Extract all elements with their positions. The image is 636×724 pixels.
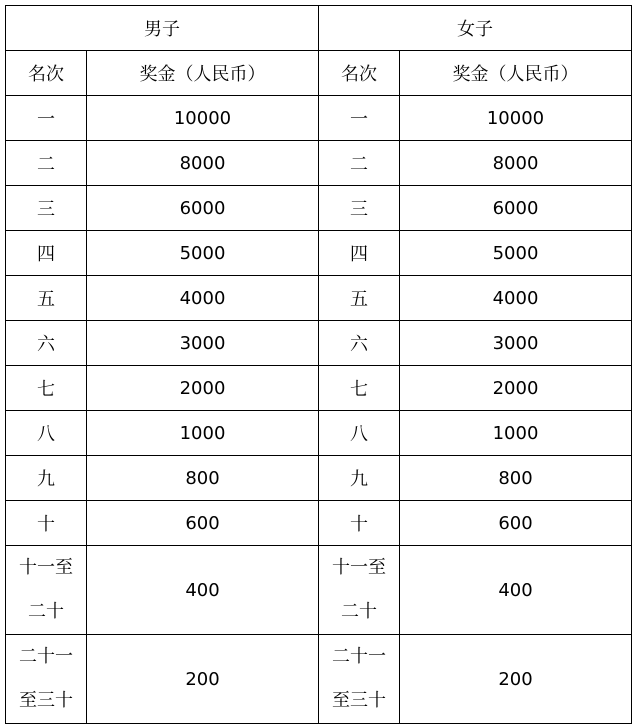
men-rank-range-cell	[6, 546, 87, 635]
women-rank-cell: 七	[319, 366, 400, 411]
men-rank-cell: 二	[6, 141, 87, 186]
men-prize-cell: 8000	[87, 141, 319, 186]
men-group-header: 男子	[6, 6, 319, 51]
men-rank-range-cell	[6, 635, 87, 724]
women-rank-cell: 九	[319, 456, 400, 501]
table-row	[6, 456, 632, 501]
women-prize-cell: 2000	[400, 366, 632, 411]
men-rank-cell: 三	[6, 186, 87, 231]
women-rank-cell: 二	[319, 141, 400, 186]
women-prize-cell: 800	[400, 456, 632, 501]
men-rank-header: 名次	[6, 51, 87, 96]
women-rank-range-cell	[319, 635, 400, 724]
men-prize-header: 奖金（人民币）	[87, 51, 319, 96]
women-prize-cell: 200	[400, 635, 632, 724]
column-header-row	[6, 51, 632, 96]
rank-range-line: 二十	[341, 601, 377, 622]
men-rank-cell: 十	[6, 501, 87, 546]
women-rank-cell: 八	[319, 411, 400, 456]
men-prize-cell: 5000	[87, 231, 319, 276]
women-prize-cell: 600	[400, 501, 632, 546]
women-prize-cell: 3000	[400, 321, 632, 366]
women-rank-cell: 六	[319, 321, 400, 366]
women-prize-cell: 6000	[400, 186, 632, 231]
women-prize-cell: 1000	[400, 411, 632, 456]
men-rank-cell: 四	[6, 231, 87, 276]
men-prize-cell: 600	[87, 501, 319, 546]
group-header-row	[6, 6, 632, 51]
table-row	[6, 546, 632, 635]
table-row	[6, 366, 632, 411]
women-prize-cell: 4000	[400, 276, 632, 321]
men-prize-cell: 6000	[87, 186, 319, 231]
rank-range-line: 至三十	[19, 690, 73, 711]
men-prize-cell: 4000	[87, 276, 319, 321]
men-prize-cell: 2000	[87, 366, 319, 411]
women-rank-cell: 四	[319, 231, 400, 276]
men-rank-cell: 九	[6, 456, 87, 501]
women-rank-cell: 十	[319, 501, 400, 546]
women-rank-cell: 三	[319, 186, 400, 231]
women-prize-cell: 400	[400, 546, 632, 635]
women-prize-cell: 10000	[400, 96, 632, 141]
men-prize-cell: 800	[87, 456, 319, 501]
table-row	[6, 276, 632, 321]
men-prize-cell: 10000	[87, 96, 319, 141]
table-row	[6, 141, 632, 186]
women-rank-cell: 一	[319, 96, 400, 141]
rank-range-line: 二十	[28, 601, 64, 622]
rank-range-line: 十一至	[332, 557, 386, 578]
table-row	[6, 186, 632, 231]
rank-range-line: 二十一	[332, 646, 386, 667]
women-group-header: 女子	[319, 6, 632, 51]
men-prize-cell: 3000	[87, 321, 319, 366]
table-row	[6, 96, 632, 141]
women-prize-header: 奖金（人民币）	[400, 51, 632, 96]
rank-range-line: 十一至	[19, 557, 73, 578]
men-rank-cell: 八	[6, 411, 87, 456]
men-rank-cell: 七	[6, 366, 87, 411]
table-row	[6, 501, 632, 546]
table-row	[6, 321, 632, 366]
women-prize-cell: 8000	[400, 141, 632, 186]
table-row	[6, 635, 632, 724]
table-row	[6, 231, 632, 276]
men-prize-cell: 400	[87, 546, 319, 635]
prize-table	[5, 5, 632, 724]
rank-range-line: 二十一	[19, 646, 73, 667]
women-rank-header: 名次	[319, 51, 400, 96]
men-prize-cell: 200	[87, 635, 319, 724]
men-rank-cell: 六	[6, 321, 87, 366]
rank-range-line: 至三十	[332, 690, 386, 711]
men-rank-cell: 五	[6, 276, 87, 321]
men-rank-cell: 一	[6, 96, 87, 141]
table-row	[6, 411, 632, 456]
men-prize-cell: 1000	[87, 411, 319, 456]
women-prize-cell: 5000	[400, 231, 632, 276]
women-rank-range-cell	[319, 546, 400, 635]
women-rank-cell: 五	[319, 276, 400, 321]
